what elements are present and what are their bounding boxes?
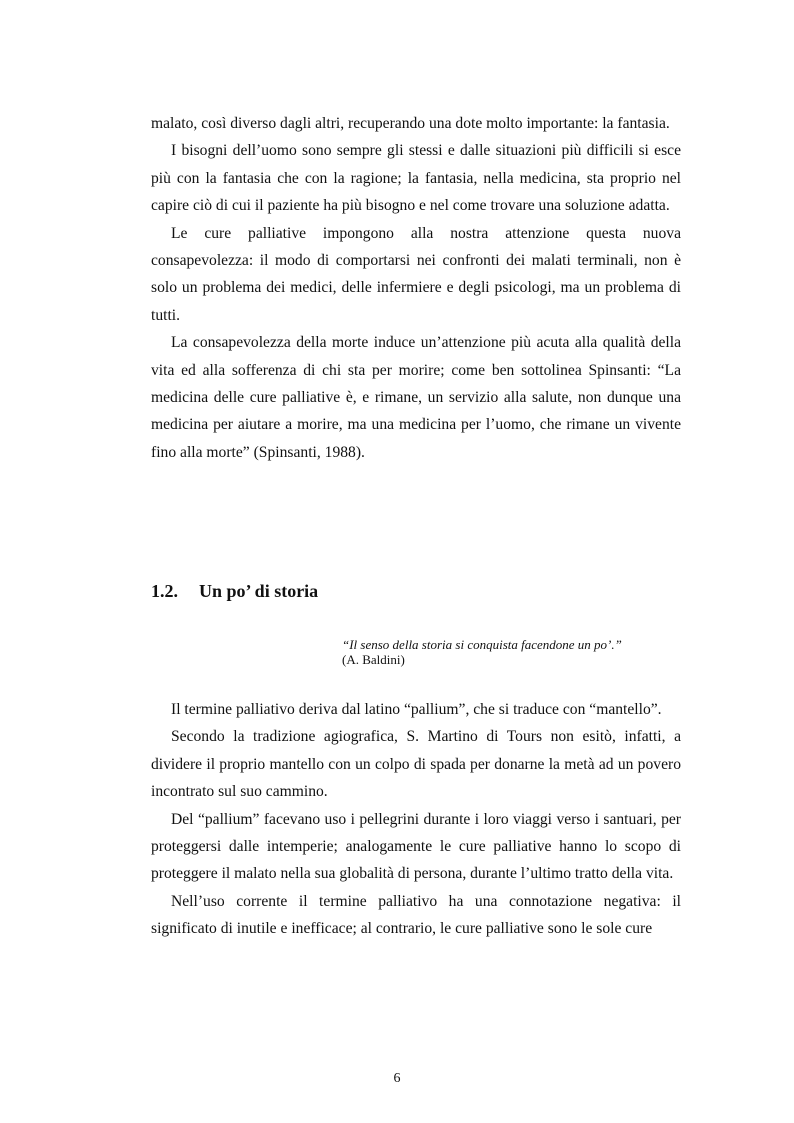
epigraph	[342, 637, 622, 667]
paragraph: Nell’uso corrente il termine palliativo ha una connotazione negativa: il significato di inutile e inefficace; al contrario, le cure palliative sono le sole cure	[151, 892, 681, 938]
paragraph: Il termine palliativo deriva dal latino “pallium”, che si traduce con “mantello”.	[171, 701, 662, 718]
body-text-top	[151, 110, 681, 466]
body-text-bottom	[151, 696, 681, 943]
paragraph: Secondo la tradizione agiografica, S. Martino di Tours non esitò, infatti, a dividere il proprio mantello con un colpo di spada per donarne la metà ad un povero incontrato sul suo cammino.	[151, 728, 681, 801]
paragraph: I bisogni dell’uomo sono sempre gli stessi e dalle situazioni più difficili si esce più con la fantasia che con la ragione; la fantasia, nella medicina, sta proprio nel capire ciò di cui il paziente ha più bisogno e nel come trovare una soluzione adatta.	[151, 142, 681, 215]
section-title: Un po’ di storia	[199, 581, 319, 601]
paragraph: Le cure palliative impongono alla nostra attenzione questa nuova consapevolezza: il modo di comportarsi nei confronti dei malati terminali, non è solo un problema dei medici, delle infermiere e degli psicologi, ma un problema di tutti.	[151, 224, 681, 324]
paragraph: malato, così diverso dagli altri, recuperando una dote molto importante: la fantasia.	[151, 115, 670, 132]
epigraph-author: (A. Baldini)	[342, 652, 405, 667]
section-number: 1.2.	[151, 581, 178, 601]
epigraph-quote: “Il senso della storia si conquista facendone un po’.”	[342, 637, 622, 652]
paragraph: La consapevolezza della morte induce un’attenzione più acuta alla qualità della vita ed alla sofferenza di chi sta per morire; come ben sottolinea Spinsanti: “La medicina delle cure palliative è, e rimane, un servizio alla salute, non dunque una medicina per aiutare a morire, ma una medicina per l’uomo, che rimane un vivente fino alla morte” (Spinsanti, 1988).	[151, 334, 681, 461]
paragraph: Del “pallium” facevano uso i pellegrini durante i loro viaggi verso i santuari, per proteggersi dalle intemperie; analogamente le cure palliative hanno lo scopo di proteggere il malato nella sua globalità di persona, durante l’ultimo tratto della vita.	[151, 810, 681, 883]
page-number: 6	[393, 1071, 401, 1086]
section-heading	[151, 581, 318, 602]
